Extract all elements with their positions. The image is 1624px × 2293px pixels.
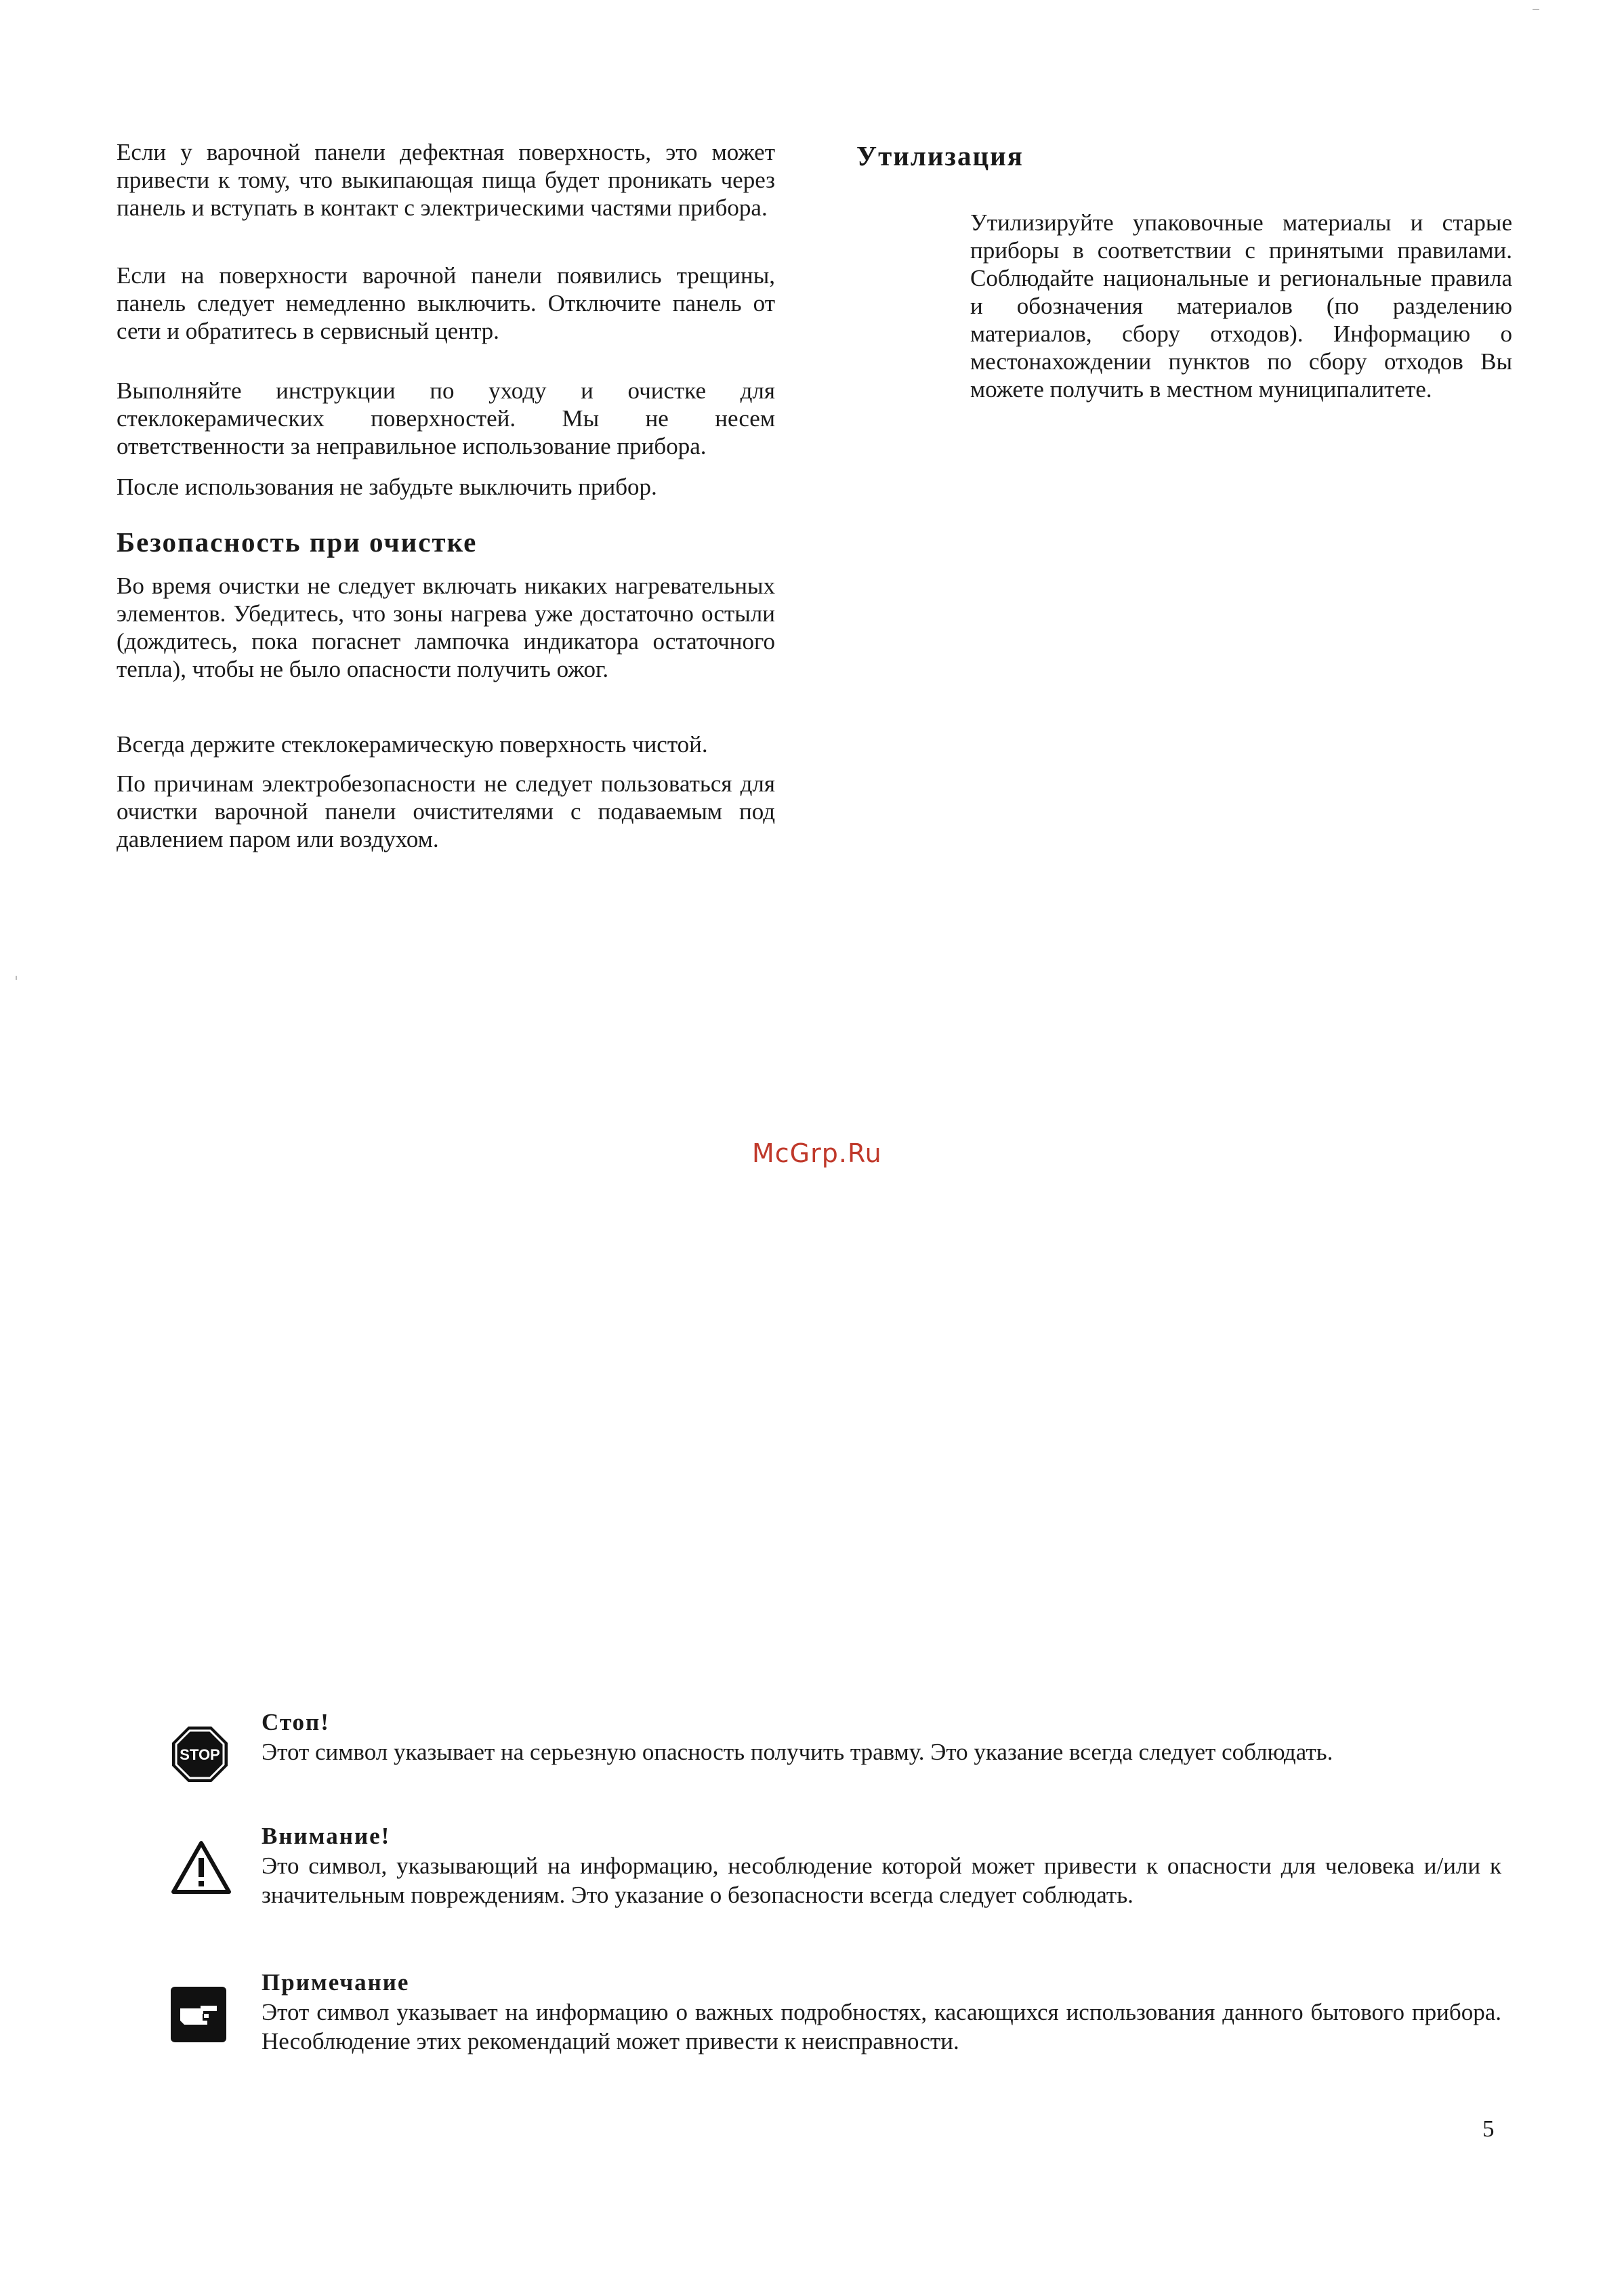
stop-sign-label: STOP	[180, 1746, 220, 1763]
warning-text: Это символ, указывающий на информацию, несоблюдение которой может привести к опасности для человека и/или к значительным повреждениям. Это указание о безопасности всегда следует соблюдать.	[262, 1853, 1501, 1908]
note-title: Примечание	[262, 1969, 410, 1996]
paragraph-defective-surface: Если у варочной панели дефектная поверхность, это может привести к тому, что выкипающая пища будет проникать через панель и вступать в контакт с электрическими частями прибора.	[117, 139, 775, 221]
paragraph-care-instructions: Выполняйте инструкции по уходу и очистке для стеклокерамических поверхностей. Мы не несем ответственности за неправильное использование прибора.	[117, 377, 775, 459]
paragraph-cracks: Если на поверхности варочной панели появились трещины, панель следует немедленно выключить. Отключите панель от сети и обратитесь в сервисный центр.	[117, 262, 775, 344]
heading-cleaning-safety: Безопасность при очистке	[117, 526, 478, 558]
heading-disposal: Утилизация	[856, 140, 1024, 171]
note-text: Этот символ указывает на информацию о важных подробностях, касающихся использования данного бытового прибора. Несоблюдение этих рекомендаций может привести к неисправности.	[262, 1999, 1501, 2054]
stop-text: Этот символ указывает на серьезную опасность получить травму. Это указание всегда следует соблюдать.	[262, 1739, 1333, 1765]
warning-title: Внимание!	[262, 1823, 391, 1849]
page-number: 5	[1482, 2115, 1495, 2142]
paragraph-switch-off: После использования не забудьте выключить прибор.	[117, 474, 657, 500]
stop-title: Стоп!	[262, 1709, 330, 1735]
paragraph-steam-cleaners: По причинам электробезопасности не следует пользоваться для очистки варочной панели очистителями с подаваемым под давлением паром или воздухом.	[117, 770, 775, 852]
paragraph-keep-clean: Всегда держите стеклокерамическую поверхность чистой.	[117, 731, 708, 758]
paragraph-disposal: Утилизируйте упаковочные материалы и старые приборы в соответствии с принятыми правилами. Соблюдайте национальные и региональные правила и обозначения материалов (по разделению материалов, сбору отходов). Информацию о местонахождении пунктов по сбору отходов Вы можете получить в местном муниципалитете.	[970, 209, 1512, 402]
watermark: McGrp.Ru	[752, 1138, 882, 1168]
paragraph-cleaning-heating: Во время очистки не следует включать никаких нагревательных элементов. Убедитесь, что зоны нагрева уже достаточно остыли (дождитесь, пока погаснет лампочка индикатора остаточного тепла), чтобы не было опасности получить ожог.	[117, 573, 775, 682]
